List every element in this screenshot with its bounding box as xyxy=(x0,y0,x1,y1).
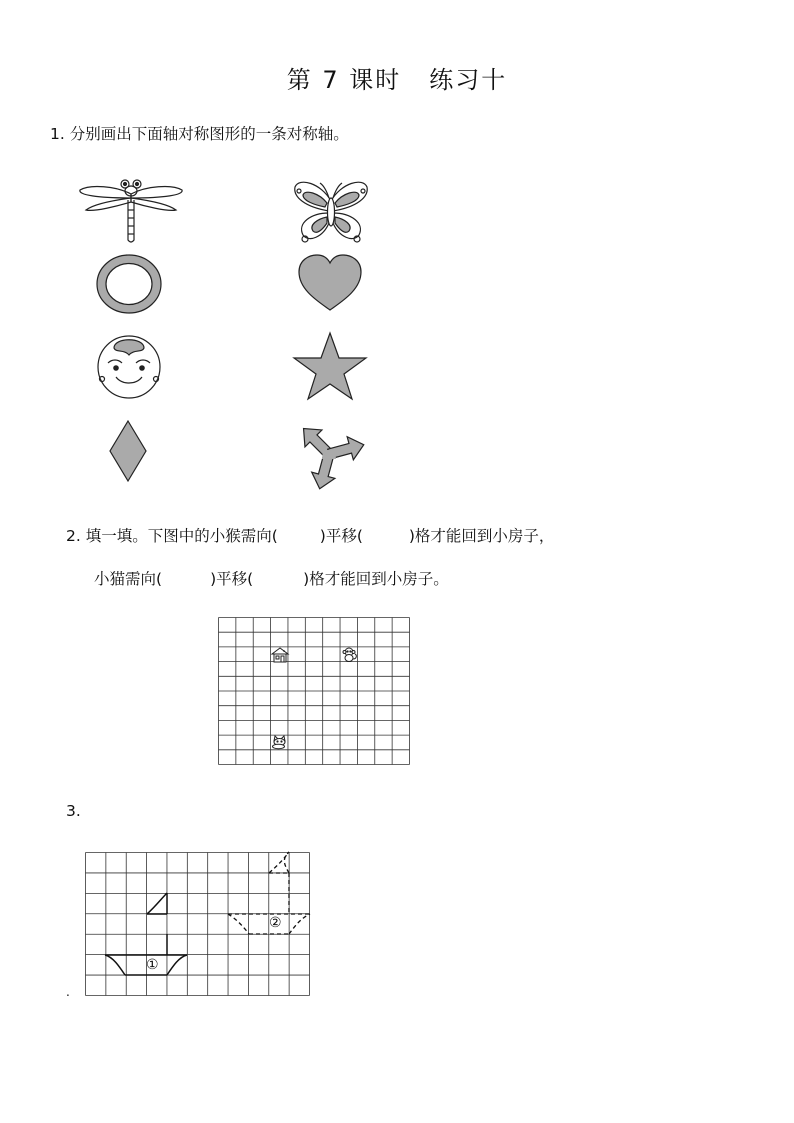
monkey-icon xyxy=(342,647,358,663)
ring-icon xyxy=(94,253,164,315)
cat-icon xyxy=(271,735,287,749)
question-3-number: 3. xyxy=(66,802,81,820)
translation-grid xyxy=(218,617,410,765)
star-icon xyxy=(292,331,368,401)
diamond-icon xyxy=(108,420,148,482)
lesson-number: 第 7 课时 xyxy=(286,66,402,94)
question-2-line-1: 2. 填一填。下图中的小猴需向( )平移( )格才能回到小房子， xyxy=(66,527,555,545)
house-icon xyxy=(271,647,289,663)
question-2-line-2: 小猫需向( )平移( )格才能回到小房子。 xyxy=(94,570,449,588)
shape-2-label: ② xyxy=(269,915,282,931)
butterfly-icon xyxy=(291,179,371,245)
heart-icon xyxy=(297,254,363,312)
dragonfly-icon xyxy=(76,178,186,248)
three-arrows-icon xyxy=(289,416,369,486)
lesson-name: 练习十 xyxy=(429,66,508,94)
question-1-text: 1. 分别画出下面轴对称图形的一条对称轴。 xyxy=(50,125,349,143)
page-title xyxy=(0,60,794,95)
stray-dot: . xyxy=(66,985,70,999)
shape-1-label: ① xyxy=(146,957,159,973)
face-icon xyxy=(92,333,166,399)
